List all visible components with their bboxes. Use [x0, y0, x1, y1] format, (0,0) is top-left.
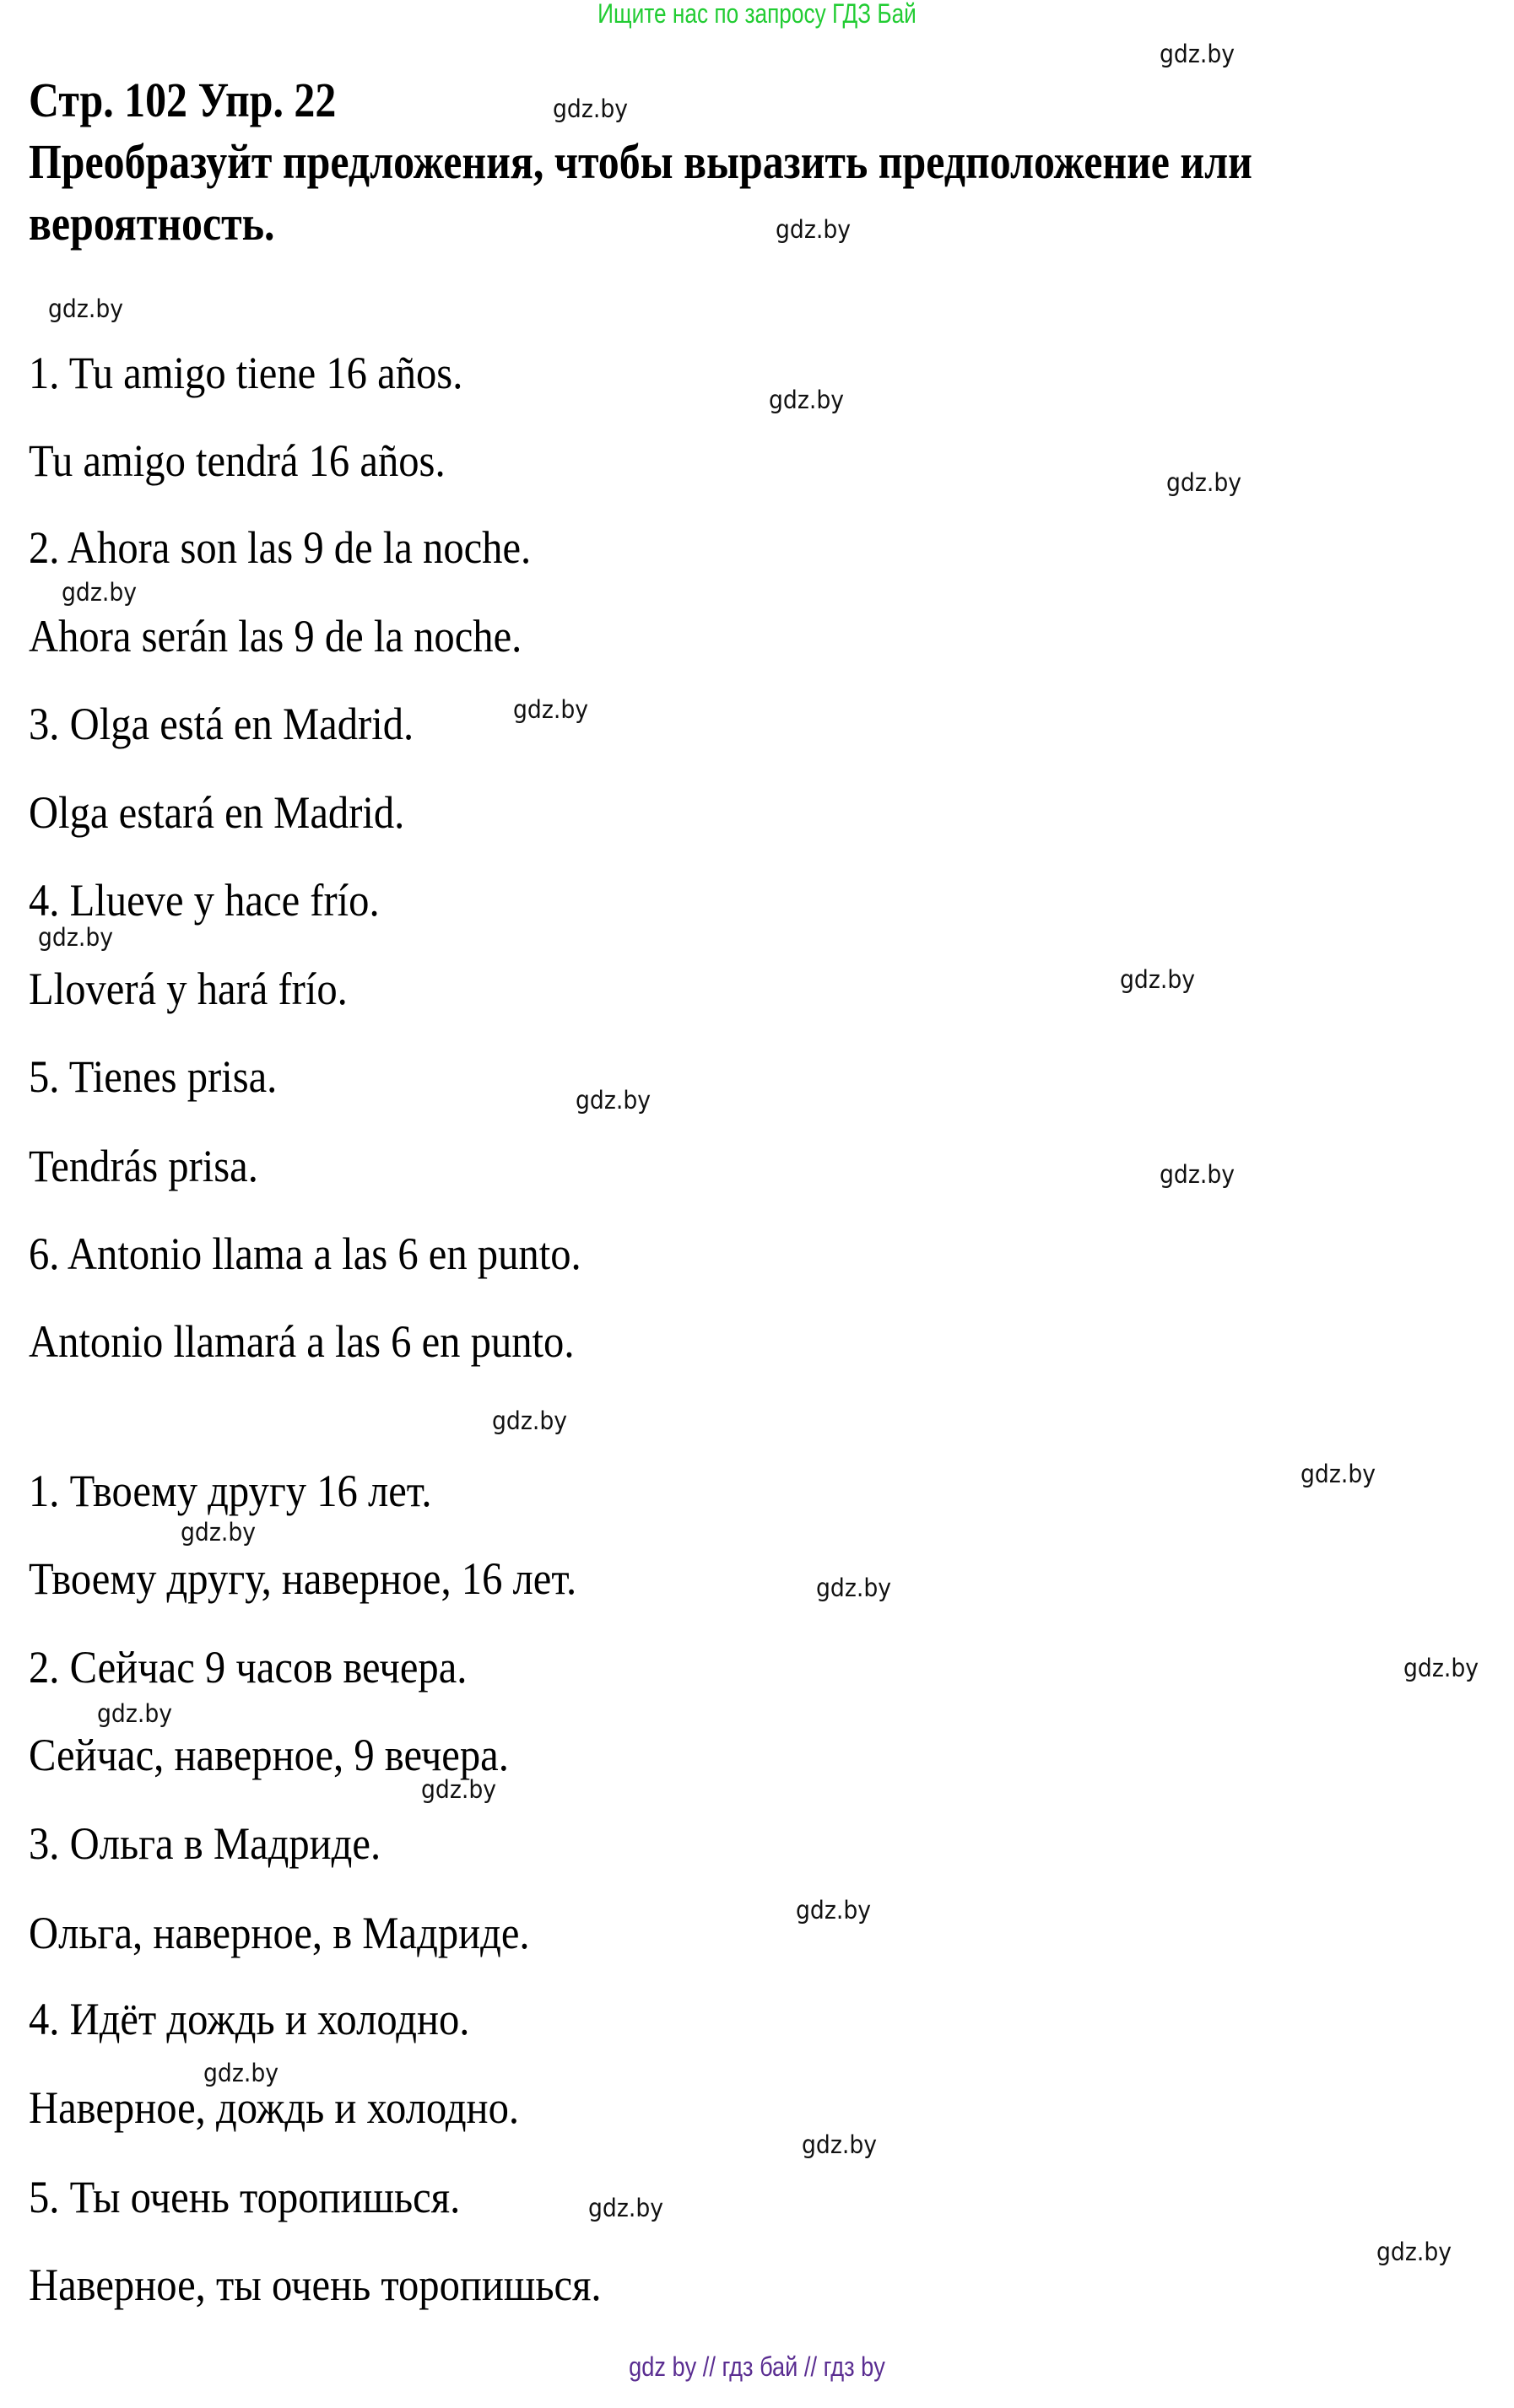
- task-instruction-line-2: вероятность.: [29, 196, 275, 251]
- russian-original-3: 3. Ольга в Мадриде.: [29, 1818, 381, 1869]
- spanish-original-1: 1. Tu amigo tiene 16 años.: [29, 348, 463, 398]
- russian-answer-3: Ольга, наверное, в Мадриде.: [29, 1908, 530, 1958]
- russian-original-4: 4. Идёт дождь и холодно.: [29, 1994, 470, 2044]
- watermark: gdz.by: [1300, 1460, 1376, 1488]
- spanish-answer-2: Ahora serán las 9 de la noche.: [29, 611, 522, 661]
- watermark: gdz.by: [1160, 40, 1236, 68]
- russian-answer-5: Наверное, ты очень торопишься.: [29, 2260, 602, 2310]
- russian-answer-1: Твоему другу, наверное, 16 лет.: [29, 1553, 577, 1604]
- spanish-original-3: 3. Olga está en Madrid.: [29, 699, 414, 749]
- watermark: gdz.by: [1160, 1160, 1236, 1189]
- spanish-original-6: 6. Antonio llama a las 6 en punto.: [29, 1228, 581, 1279]
- watermark: gdz.by: [553, 94, 629, 123]
- watermark: gdz.by: [588, 2194, 664, 2222]
- search-banner: Ищите нас по запросу ГДЗ Бай: [597, 0, 917, 29]
- watermark: gdz.by: [1403, 1654, 1479, 1682]
- russian-answer-4: Наверное, дождь и холодно.: [29, 2082, 520, 2133]
- spanish-answer-5: Tendrás prisa.: [29, 1141, 258, 1191]
- watermark: gdz.by: [492, 1406, 568, 1435]
- watermark: gdz.by: [576, 1086, 652, 1115]
- spanish-answer-6: Antonio llamará a las 6 en punto.: [29, 1316, 575, 1367]
- russian-original-2: 2. Сейчас 9 часов вечера.: [29, 1642, 468, 1693]
- spanish-original-4: 4. Llueve y hace frío.: [29, 875, 380, 926]
- watermark: gdz.by: [513, 695, 589, 724]
- page-title: Стр. 102 Упр. 22: [29, 73, 337, 127]
- spanish-answer-3: Olga estará en Madrid.: [29, 787, 405, 838]
- watermark: gdz.by: [1376, 2238, 1452, 2266]
- watermark: gdz.by: [421, 1775, 497, 1804]
- spanish-answer-1: Tu amigo tendrá 16 años.: [29, 435, 446, 486]
- watermark: gdz.by: [776, 215, 852, 244]
- russian-original-5: 5. Ты очень торопишься.: [29, 2172, 461, 2222]
- watermark: gdz.by: [62, 578, 138, 607]
- watermark: gdz.by: [796, 1896, 872, 1925]
- russian-original-1: 1. Твоему другу 16 лет.: [29, 1466, 432, 1516]
- watermark: gdz.by: [48, 294, 124, 323]
- watermark: gdz.by: [181, 1518, 257, 1547]
- watermark: gdz.by: [802, 2130, 878, 2159]
- watermark: gdz.by: [1120, 965, 1196, 994]
- spanish-original-5: 5. Tienes prisa.: [29, 1051, 278, 1102]
- watermark: gdz.by: [816, 1574, 892, 1602]
- spanish-original-2: 2. Ahora son las 9 de la noche.: [29, 522, 532, 573]
- russian-answer-2: Сейчас, наверное, 9 вечера.: [29, 1730, 509, 1780]
- task-instruction-line-1: Преобразуйт предложения, чтобы выразить предположение или: [29, 134, 1252, 189]
- footer-links: gdz by // гдз бай // гдз by: [629, 2351, 885, 2382]
- watermark: gdz.by: [97, 1699, 173, 1728]
- watermark: gdz.by: [38, 923, 114, 952]
- watermark: gdz.by: [1166, 468, 1242, 497]
- watermark: gdz.by: [769, 386, 845, 414]
- watermark: gdz.by: [203, 2059, 279, 2087]
- spanish-answer-4: Lloverá y hará frío.: [29, 964, 348, 1014]
